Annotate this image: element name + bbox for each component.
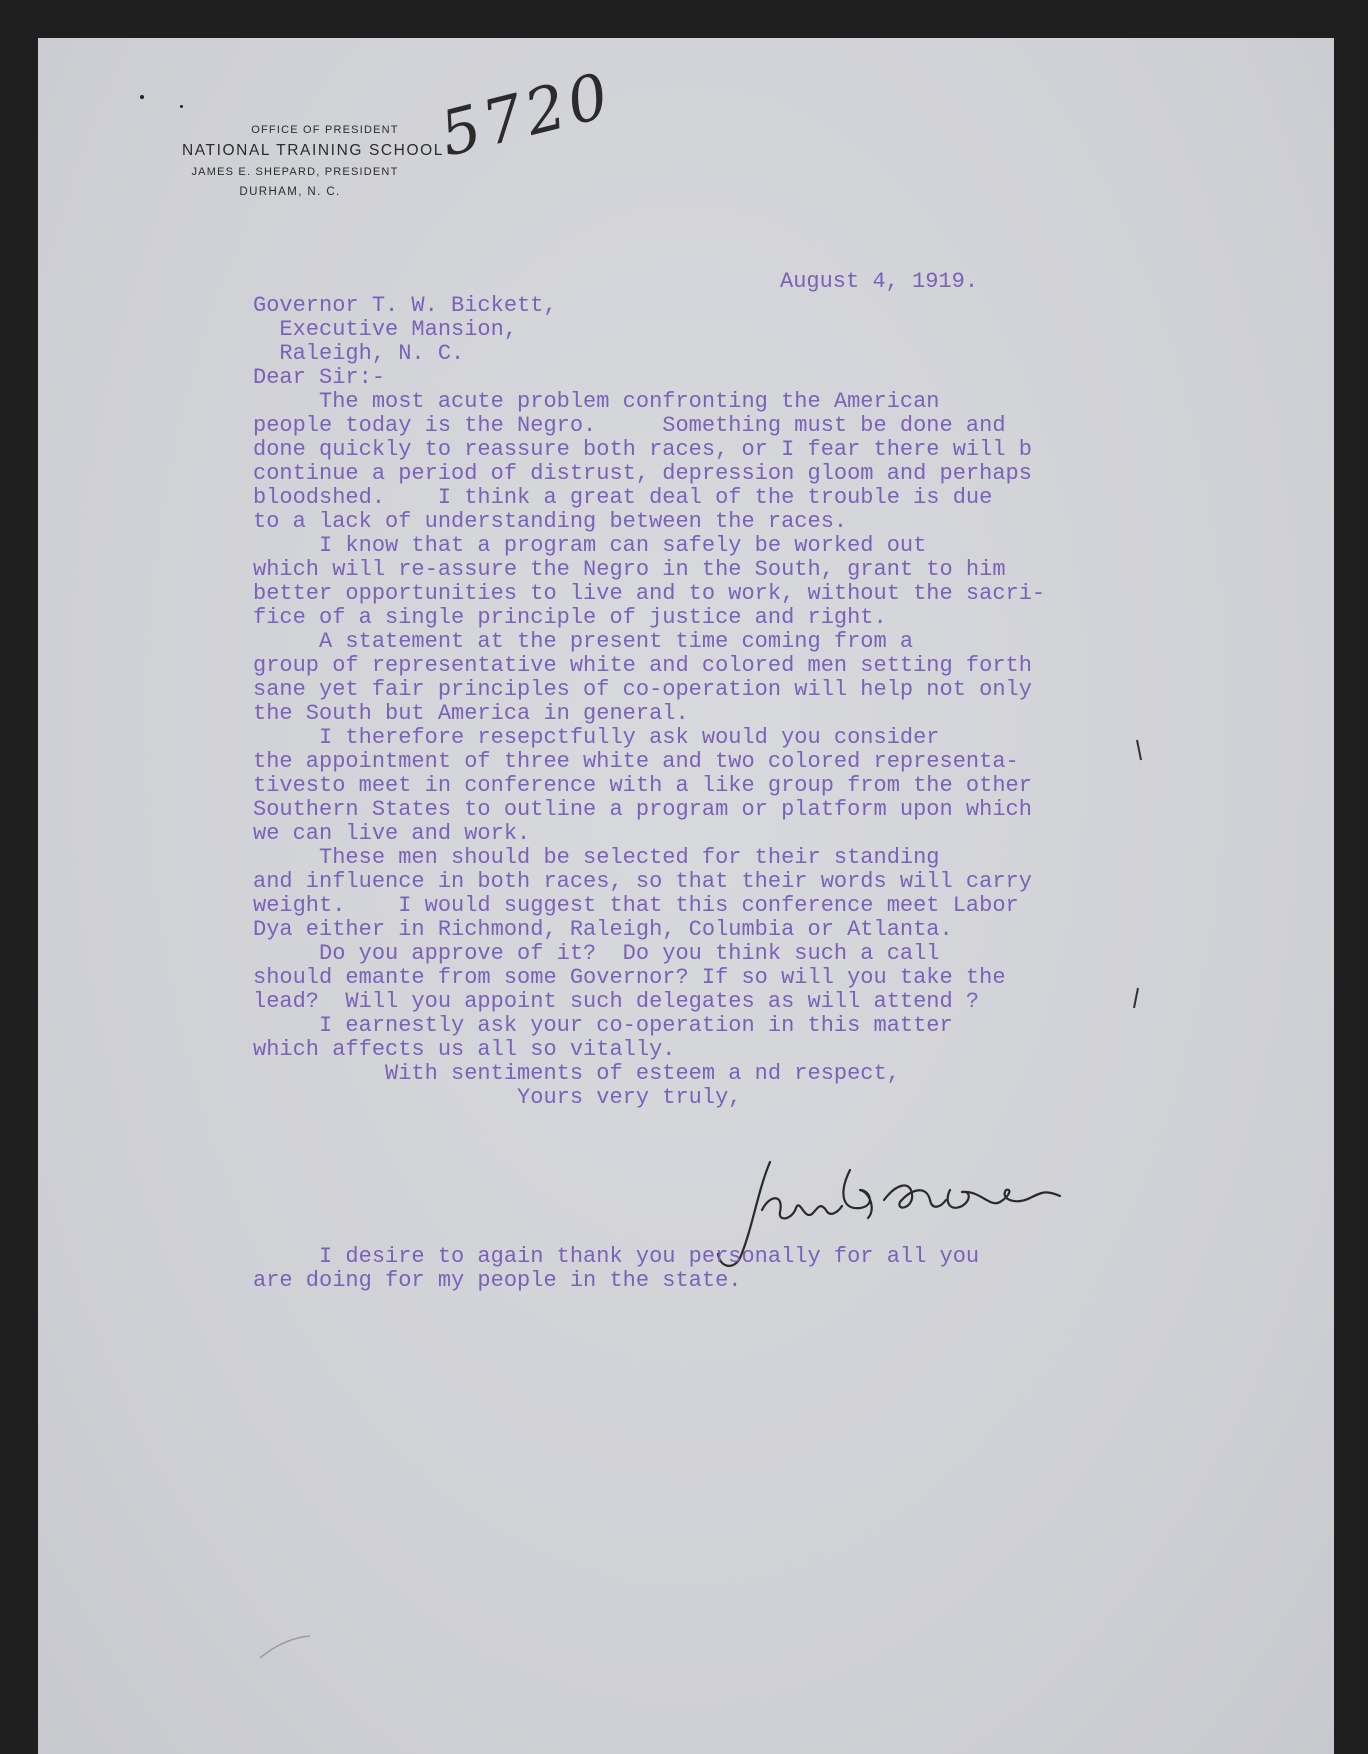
ink-dot (180, 105, 183, 108)
text-line: the South but America in general. (253, 701, 689, 726)
text-line: which will re-assure the Negro in the South, grant to him (253, 557, 1006, 582)
text-line: I therefore resepctfully ask would you consider (253, 725, 940, 750)
text-line: sane yet fair principles of co-operation will help not only (253, 677, 1032, 702)
text-line: Dear Sir:- (253, 365, 386, 390)
text-line: Southern States to outline a program or platform upon which (253, 797, 1032, 822)
letter-date: August 4, 1919. (780, 269, 979, 294)
text-line: I know that a program can safely be worked out (253, 533, 927, 558)
ink-tick (1134, 738, 1144, 762)
text-line: A statement at the present time coming from a (253, 629, 914, 654)
ink-tick (1130, 986, 1142, 1010)
letterhead-office: OFFICE OF PRESIDENT (251, 124, 399, 136)
text-line: These men should be selected for their standing (253, 845, 940, 870)
text-line: should emante from some Governor? If so will you take the (253, 965, 1006, 990)
text-line: we can live and work. (253, 821, 531, 846)
text-line: I earnestly ask your co-operation in this matter (253, 1013, 953, 1038)
letterhead-city: DURHAM, N. C. (239, 186, 341, 198)
text-line: Dya either in Richmond, Raleigh, Columbia or Atlanta. (253, 917, 953, 942)
text-line: and influence in both races, so that their words will carry (253, 869, 1032, 894)
text-line: Yours very truly, (253, 1085, 742, 1110)
text-line: people today is the Negro. Something must be done and (253, 413, 1006, 438)
text-line: I desire to again thank you personally for all you (253, 1244, 980, 1269)
text-line: Governor T. W. Bickett, (253, 293, 557, 318)
text-line: lead? Will you appoint such delegates as will attend ? (253, 989, 980, 1014)
postscript (253, 1245, 979, 1293)
text-line: continue a period of distrust, depression gloom and perhaps (253, 461, 1032, 486)
handwritten-file-number: 5720 (433, 57, 620, 171)
text-line: are doing for my people in the state. (253, 1268, 742, 1293)
text-line: which affects us all so vitally. (253, 1037, 676, 1062)
text-line: fice of a single principle of justice and right. (253, 605, 887, 630)
text-line: tivesto meet in conference with a like group from the other (253, 773, 1032, 798)
letterhead (133, 124, 493, 198)
pencil-mark (258, 1632, 318, 1662)
text-line: The most acute problem confronting the American (253, 389, 940, 414)
letter-body (253, 294, 1045, 1110)
ink-dot (140, 95, 144, 99)
text-line: group of representative white and colored men setting forth (253, 653, 1032, 678)
text-line: With sentiments of esteem a nd respect, (253, 1061, 900, 1086)
text-line: bloodshed. I think a great deal of the trouble is due (253, 485, 993, 510)
text-line: Raleigh, N. C. (253, 341, 465, 366)
text-line: Executive Mansion, (253, 317, 518, 342)
text-line: better opportunities to live and to work, without the sacri- (253, 581, 1046, 606)
letterhead-school-name: NATIONAL TRAINING SCHOOL (181, 142, 445, 159)
text-line: to a lack of understanding between the races. (253, 509, 848, 534)
text-line: Do you approve of it? Do you think such a call (253, 941, 940, 966)
letterhead-president: JAMES E. SHEPARD, PRESIDENT (191, 166, 399, 178)
text-line: weight. I would suggest that this conference meet Labor (253, 893, 1019, 918)
text-line: the appointment of three white and two colored representa- (253, 749, 1019, 774)
text-line: done quickly to reassure both races, or I fear there will b (253, 437, 1032, 462)
